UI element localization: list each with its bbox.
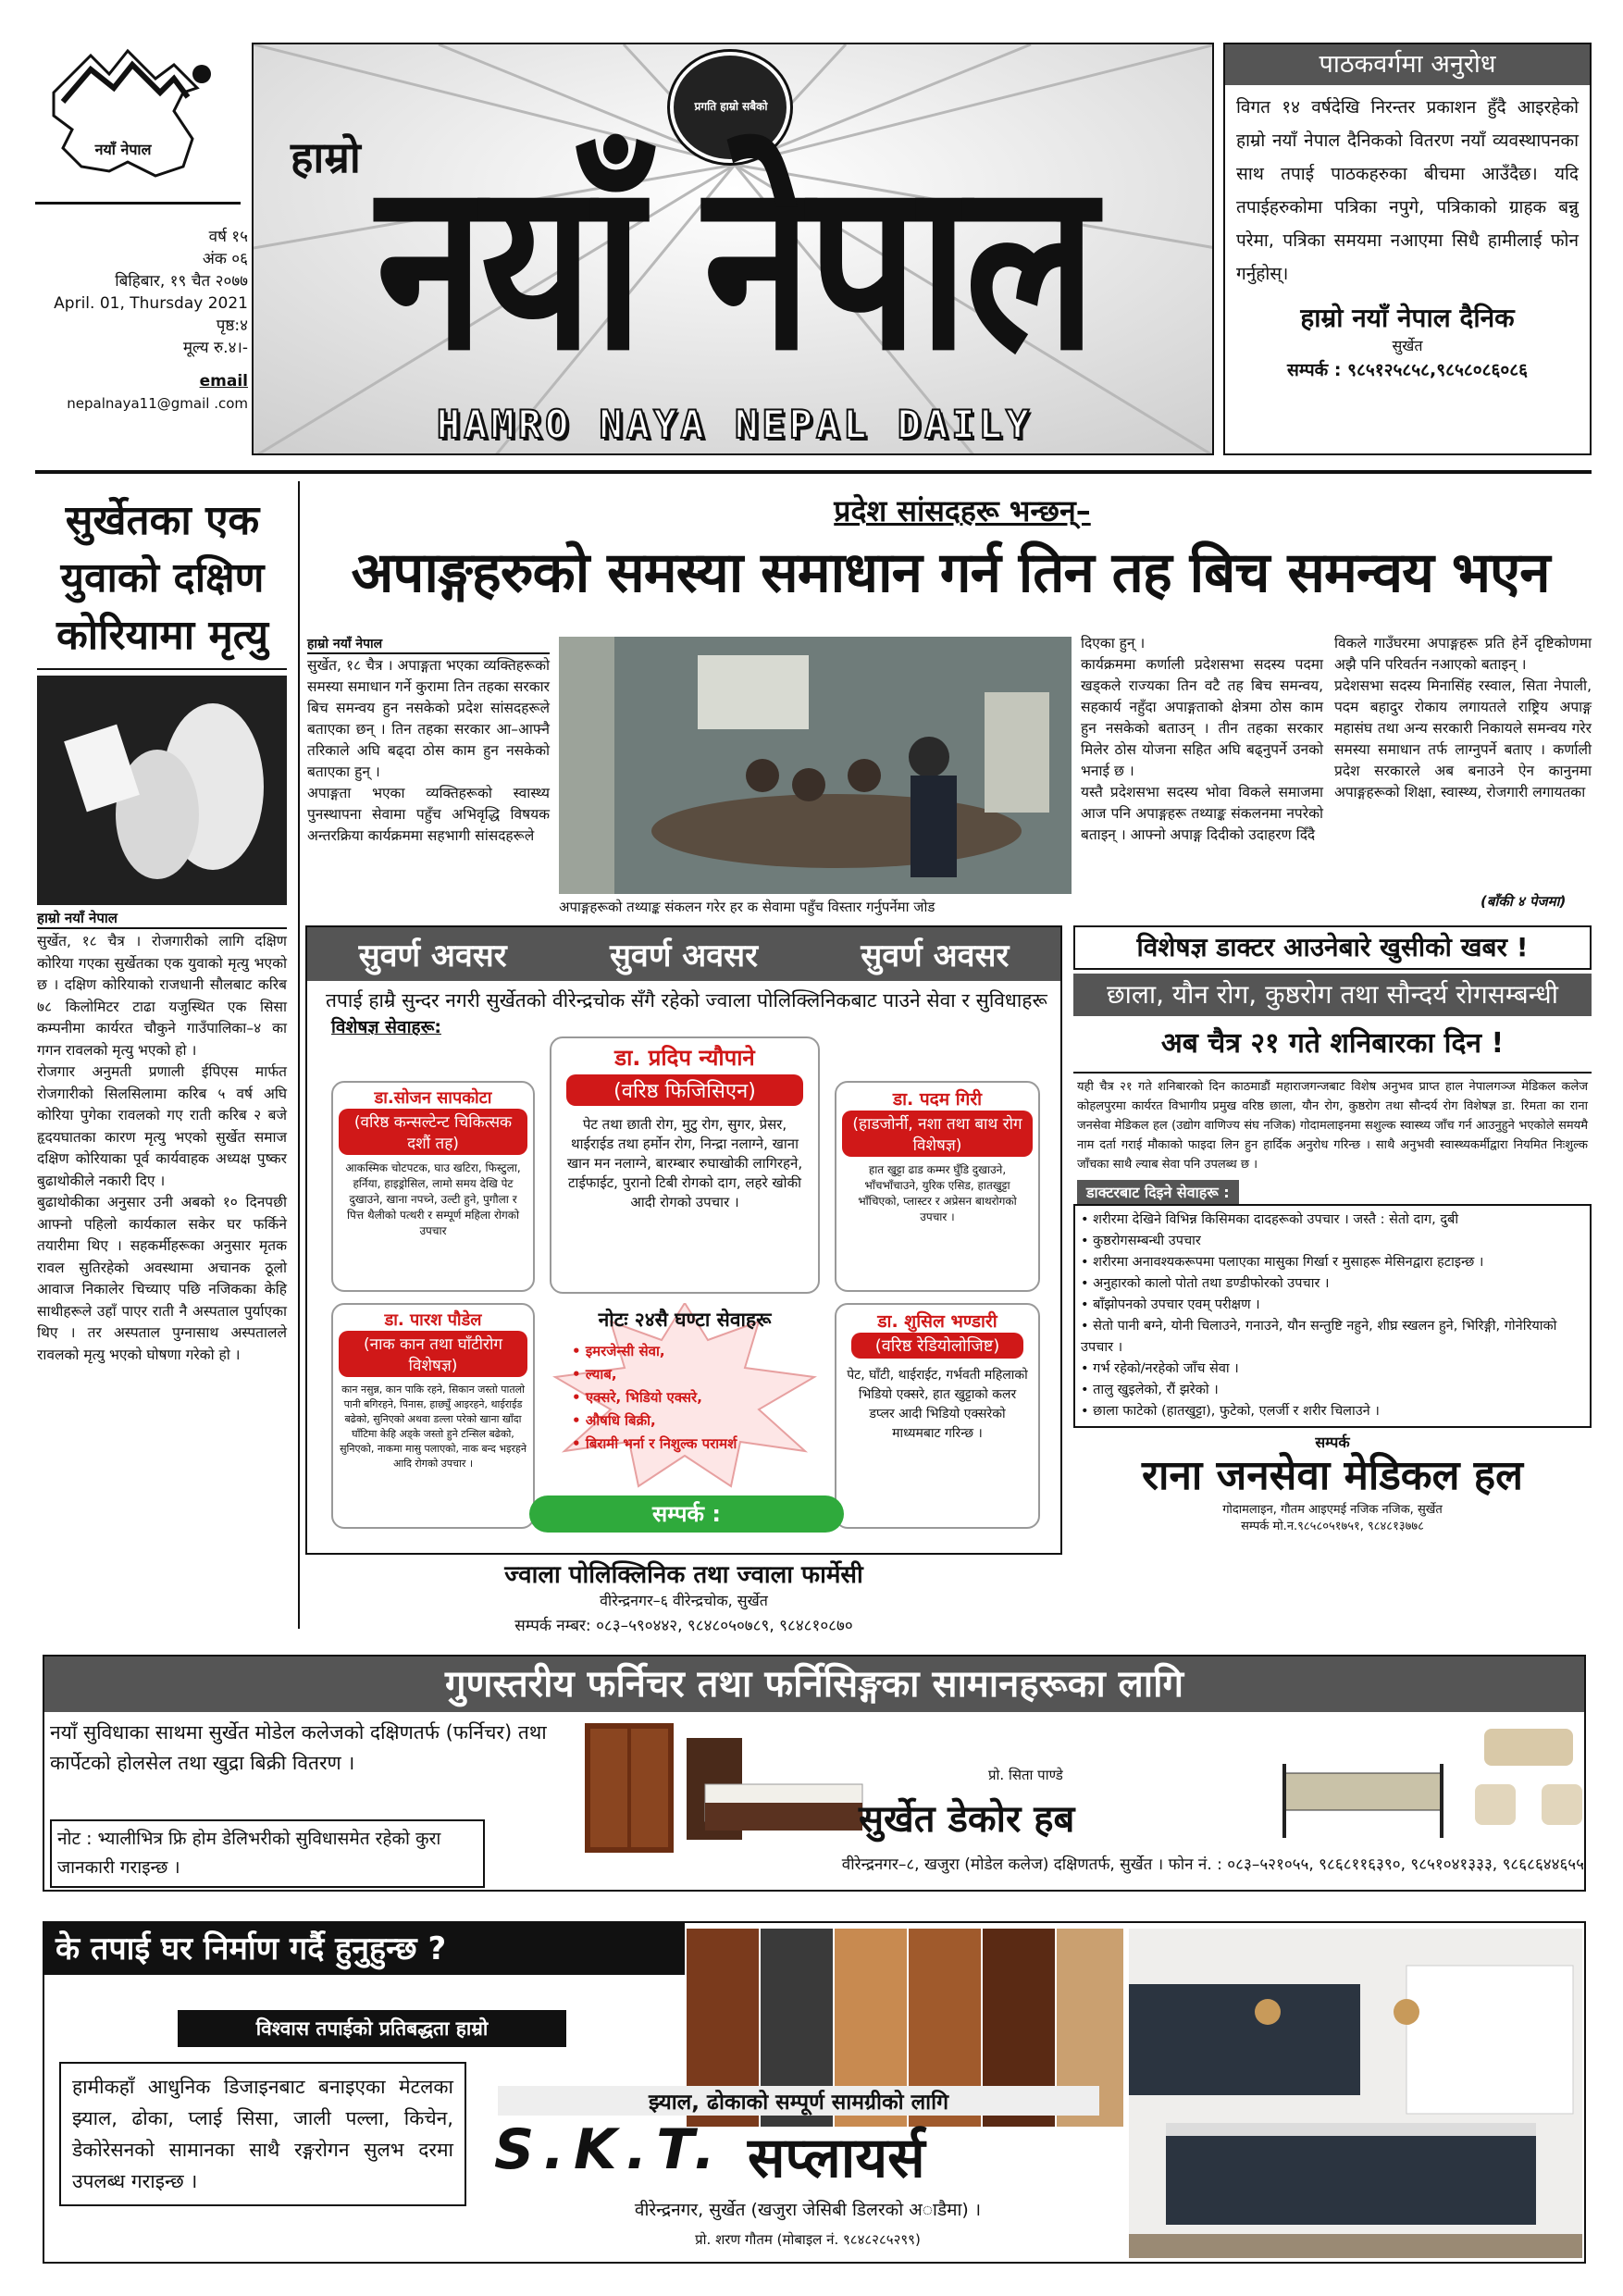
issue-year: वर्ष १५ bbox=[208, 228, 248, 246]
suvarna-contact-label: सम्पर्क : bbox=[529, 1496, 844, 1533]
doctor-card-3 bbox=[835, 1081, 1040, 1292]
issue-date-np: बिहिबार, १९ चैत २०७७ bbox=[115, 272, 248, 291]
masthead-prefix: हाम्रो bbox=[291, 132, 361, 182]
rana-service-5: • बाँझोपनको उपचार एवम् परीक्षण । bbox=[1081, 1297, 1260, 1312]
kitchen-image bbox=[1129, 1929, 1582, 2258]
doctor-name-4: डा. पारश पौडेल bbox=[384, 1310, 482, 1330]
suvarna-phone: सम्पर्क नम्बर: ०८३–५९०४४२, ९८४८०५०७८९, ९८४८१०८७० bbox=[514, 1617, 853, 1635]
furniture-name: सुर्खेत डेकोर हब bbox=[859, 1798, 1075, 1841]
furniture-address: वीरेन्द्रनगर–८, खजुरा (मोडेल कलेज) दक्षिणतर्फ, सुर्खेत । फोन नं. : ०८३–५२१०५५, ९८६८११६३९०, ९८५१०४१३३३, ९८६८६४४६५५ bbox=[841, 1855, 1584, 1874]
metal-bed-image bbox=[1266, 1736, 1451, 1838]
rana-contact-label: सम्पर्क bbox=[1315, 1433, 1350, 1451]
reader-notice-contact: सम्पर्क : ९८५१२५८५८,९८५८०८६०८६ bbox=[1286, 360, 1529, 380]
issue-date-en: April. 01, Thursday 2021 bbox=[54, 294, 248, 313]
furniture-prop: प्रो. सिता पाण्डे bbox=[988, 1767, 1063, 1783]
doctor-title-5: (वरिष्ठ रेडियोलोजिष्ट) bbox=[851, 1333, 1023, 1359]
skt-address: वीरेन्द्रनगर, सुर्खेत (खजुरा जेसिबी डिलरको अाडैमा) । bbox=[634, 2200, 982, 2220]
main-story-caption: अपाङ्गहरूको तथ्याङ्क संकलन गरेर हर क सेवामा पहुँच विस्तार गर्नुपर्नेमा जोड bbox=[559, 899, 935, 915]
left-story-rule bbox=[37, 668, 287, 670]
doctor-card-4 bbox=[331, 1303, 535, 1529]
column-divider-left bbox=[298, 481, 300, 1629]
doctor-desc-5: पेट, घाँटी, थाईराईट, गर्भवती महिलाको भिडियो एक्सरे, हात खुट्टाको कलर डप्लर आदी भिडियो एक्सरेको माध्यमबाट गरिन्छ । bbox=[847, 1368, 1028, 1441]
note-item-5: • बिरामी भर्ना र निशुल्क परामर्श bbox=[572, 1435, 737, 1452]
suvarna-ad bbox=[305, 925, 1062, 1555]
doctor-card-2 bbox=[550, 1036, 820, 1294]
doctor-card-5 bbox=[835, 1303, 1040, 1529]
email-address[interactable]: nepalnaya11@gmail .com bbox=[67, 395, 248, 412]
logo-map bbox=[35, 37, 239, 194]
skt-tagline: विश्वास तपाईको प्रतिबद्धता हाम्रो bbox=[178, 2010, 566, 2047]
suvarna-banner-1: सुवर्ण अवसर bbox=[358, 937, 507, 974]
furniture-body: नयाँ सुविधाका साथमा सुर्खेत मोडेल कलेजको दक्षिणतर्फ (फर्निचर) तथा कार्पेटको होलसेल तथा खुद्रा बिक्री वितरण । bbox=[50, 1721, 547, 1774]
skt-sub: झ्याल, ढोकाको सम्पूर्ण सामग्रीको लागि bbox=[498, 2086, 1099, 2116]
issue-price: मूल्य रु.४।- bbox=[182, 339, 248, 357]
note-item-4: • औषधि बिक्री, bbox=[572, 1412, 656, 1429]
suvarna-banner-3: सुवर्ण अवसर bbox=[861, 937, 1010, 974]
main-story-col2: दिएका हुन् । कार्यक्रममा कर्णाली प्रदेशसभा सदस्य पदमा खड्कले राज्यका तिन वटै तह बिच समन्वय, सहकार्य नहुँदा अपाङ्गताको क्षेत्रमा ठोस काम हुन नसकेको बताउन् । तीन तहका सरकार मिलेर ठोस योजना सहित अघि बढ्नुपर्ने उनको भनाई छ । यस्तै प्रदेशसभा सदस्य भोवा विकले समाजमा आज पनि अपाङ्गहरू तथ्याङ्क संकलनमा नपरेको बताइन् । आफ्नो अपाङ्ग दिदीको उदाहरण दिँदै bbox=[1081, 635, 1323, 843]
rana-name: राना जनसेवा मेडिकल हल bbox=[1142, 1452, 1523, 1499]
issue-info bbox=[35, 226, 248, 415]
rana-body: यही चैत्र २१ गते शनिबारको दिन काठमाडौं महाराजगन्जबाट विशेष अनुभव प्राप्त हाल नेपालगञ्ज मेडिकल कलेज कोहलपुरमा कार्यरत विभागीय प्रमुख वरिष्ठ छाला, यौन रोग, कुष्ठरोग तथा सौन्दर्य रोग विशेषज्ञ डा. रिमता का राना जनसेवा मेडिकल हल (उद्योग वाणिज्य संघ नजिक) गोदामलाइनमा सशुल्क स्वास्थ्य जाँच गर्न आउनुहुने भएकोले समयमै नाम दर्ता गराई मौकाको फाइदा लिन हुन हार्दिक अनुरोध गरिन्छ । साथै अनुभवी स्वास्थ्यकर्मीद्वारा नियमित निःशुल्क जाँचका साथै ल्याब सेवा पनि उपलब्ध छ । bbox=[1077, 1080, 1588, 1172]
doctor-name-2: डा. प्रदिप न्यौपाने bbox=[614, 1045, 755, 1071]
suvarna-address: वीरेन्द्रनगर–६ वीरेन्द्रचोक, सुर्खेत bbox=[600, 1592, 768, 1609]
note-item-3: • एक्सरे, भिडियो एक्सरे, bbox=[572, 1389, 702, 1406]
wardrobe-image bbox=[585, 1723, 674, 1853]
rana-services-label: डाक्टरबाट दिइने सेवाहरू : bbox=[1077, 1180, 1239, 1204]
main-story-kicker: प्रदेश सांसदहरू भन्छन्– bbox=[834, 493, 1091, 528]
rana-service-2: • कुष्ठरोगसम्बन्धी उपचार bbox=[1081, 1234, 1201, 1248]
suvarna-intro: तपाई हाम्रै सुन्दर नगरी सुर्खेतको वीरेन्द्रचोक सँगै रहेको ज्वाला पोलिक्लिनिकबाट पाउने सेवा र सुविधाहरू bbox=[326, 989, 1047, 1011]
doctor-title-2: (वरिष्ठ फिजिसिएन) bbox=[566, 1074, 803, 1106]
doctor-desc-2: पेट तथा छाती रोग, मुटु रोग, सुगर, प्रेसर, थाईराईड तथा हर्मोन रोग, निन्द्रा नलाग्ने, खाना खान मन नलाग्ने, बारम्बार रुघाखोकी लागिरहने, टाईफाईट, पुरानो टिबी रोगको दाग, लहरे खोकी आदी रोगको उपचार । bbox=[566, 1116, 803, 1210]
masthead-rule-bottom bbox=[35, 470, 1592, 474]
rana-phone: सम्पर्क मो.न.९८५८०५१७५१, ९८४८१३७७८ bbox=[1241, 1520, 1424, 1533]
doctor-title-3: (हाडजोर्नी, नशा तथा बाथ रोग विशेषज्ञ) bbox=[842, 1111, 1033, 1157]
main-story-col1: सुर्खेत, १८ चैत्र । अपाङ्गता भएका व्यक्तिहरूको समस्या समाधान गर्ने कुरामा तिन तहका सरकार बिच समन्वय हुन नसकेको प्रदेश सांसदहरूले बताएका छन् । तिन तहका सरकार आ–आफ्नै तरिकाले अघि बढ्दा ठोस काम हुन नसकेको बताएका हुन् । अपाङ्गता भएका व्यक्तिहरूको स्वास्थ्य पुनस्थापना सेवामा पहुँच अभिवृद्धि विषयक अन्तरक्रिया कार्यक्रममा सहभागी सांसदहरूले bbox=[307, 657, 550, 844]
skt-question: के तपाई घर निर्माण गर्दै हुनुहुन्छ ? bbox=[44, 1923, 685, 1975]
masthead-box bbox=[252, 43, 1214, 455]
masthead-title: नयाँ नेपाल bbox=[376, 130, 1094, 403]
rana-subhead: छाला, यौन रोग, कुष्ठरोग तथा सौन्दर्य रोगसम्बन्धी bbox=[1073, 974, 1592, 1016]
doctor-name-1: डा.सोजन सापकोटा bbox=[374, 1088, 492, 1108]
note-item-2: • ल्याब, bbox=[572, 1366, 617, 1383]
rana-address: गोदामलाइन, गौतम आइएमई नजिक नजिक, सुर्खेत bbox=[1222, 1503, 1443, 1517]
reader-notice-title: पाठकवर्गमा अनुरोध bbox=[1225, 44, 1590, 85]
doctor-desc-1: आकस्मिक चोटपटक, घाउ खटिरा, फिस्टुला, हर्निया, हाइड्रोसिल, लामो समय देखि पेट दुखाउने, खाना नपच्ने, उल्टी हुने, पुगौला र पित्त थैलीको पत्थरी र सम्पूर्ण महिला रोगको उपचार bbox=[345, 1161, 521, 1237]
logo-map-text: नयाँ नेपाल bbox=[94, 141, 152, 158]
suvarna-banner-2: सुवर्ण अवसर bbox=[609, 937, 759, 974]
doctor-card-1 bbox=[331, 1081, 535, 1292]
note-title: नोटः २४सै घण्टा सेवाहरू bbox=[598, 1309, 772, 1331]
reader-notice-body: विगत १४ वर्षदेखि निरन्तर प्रकाशन हुँदै आइरहेको हाम्रो नयाँ नेपाल दैनिकको वितरण नयाँ व्यवस्थापनका साथ तपाई पाठकहरुका बीचमा आउँदैछ। यदि तपाईहरुकोमा पत्रिका नपुगे, पत्रिकाको ग्राहक बन्नु परेमा, पत्रिका समयमा नआएमा सिधै हामीलाई फोन गर्नुहोस्। bbox=[1236, 97, 1579, 284]
reader-notice-paper: हाम्रो नयाँ नेपाल दैनिक bbox=[1300, 303, 1515, 333]
skt-ad bbox=[43, 1921, 1586, 2264]
bed-image bbox=[687, 1738, 872, 1840]
rana-service-1: • शरीरमा देखिने विभिन्न किसिमका दादहरूको उपचार । जस्तै : सेतो दाग, दुबी bbox=[1081, 1212, 1459, 1227]
main-story-col3: विकले गाउँघरमा अपाङ्गहरू प्रति हेर्ने दृष्टिकोणमा अझै पनि परिवर्तन नआएको बताइन् । प्रदेशसभा सदस्य मिनासिंह रस्वाल, सिता नेपाली, पदम बहादुर रोकाय लगायतले राष्ट्रिय अपाङ्ग महासंघ तथा अन्य सरकारी निकायले समन्वय गरेर समस्या समाधान तर्फ लाग्नुपर्ने बताए । कर्णाली प्रदेश सरकारले अब बनाउने ऐन कानुनमा अपाङ्गहरूको शिक्षा, स्वास्थ्य, रोजगारी लगायतका bbox=[1334, 635, 1592, 800]
doctor-name-5: डा. शुसिल भण्डारी bbox=[877, 1311, 997, 1332]
doctor-desc-4: कान नसुन्न, कान पाकि रहने, सिकान जस्तो पातलो पानी बगिरहने, पिनास, हाछ्युँ आइरहने, थाईराईड बढेको, सुनिएको अथवा डल्ला परेको खाना खाँदा घाँटिमा केहि अड्के जस्तो हुने टन्सिल बढेको, सुनिएको, नाकमा मासु पलाएको, नाक बन्द भइरहने आदि रोगको उपचार । bbox=[340, 1384, 527, 1470]
rana-service-8: • तालु खुइलेको, रौं झरेको । bbox=[1081, 1383, 1219, 1397]
doctor-title-4: (नाक कान तथा घाँटीरोग विशेषज्ञ) bbox=[339, 1331, 527, 1377]
email-label: email bbox=[199, 372, 248, 391]
note-box bbox=[546, 1303, 824, 1488]
rana-date-line: अब चैत्र २१ गते शनिबारका दिन ! bbox=[1073, 1016, 1592, 1074]
issue-number: अंक ०६ bbox=[202, 250, 248, 268]
doctor-title-1: (वरिष्ठ कन्सल्टेन्ट चिकित्सक दशौं तह) bbox=[339, 1109, 527, 1155]
rana-headline: विशेषज्ञ डाक्टर आउनेबारे खुसीको खबर ! bbox=[1073, 925, 1592, 970]
rana-service-3: • शरीरमा अनावश्यकरूपमा पलाएका मासुका गिर्खा र मुसाहरू मेसिनद्वारा हटाइन्छ । bbox=[1081, 1255, 1484, 1270]
left-story-body: सुर्खेत, १८ चैत्र । रोजगारीको लागि दक्षिण कोरिया गएका सुर्खेतका एक युवाको मृत्यु भएको छ । दक्षिण कोरियाको राजधानी सौलबाट करिब ७८ किलोमिटर टाढा यजुस्थित एक सिसा कम्पनीमा कार्यरत चौकुने गाउँपालिका–४ का गगन रावलको मृत्यु भएको हो । रोजगार अनुमती प्रणाली ईपिएस मार्फत रोजगारीको सिलसिलामा करिब ५ वर्ष अघि कोरिया पुगेका रावलको गए राती करिब २ बजे हृदयघातका कारण मृत्यु भएको सुर्खेत समाज दक्षिण कोरियाका पूर्व कार्यवाहक अध्यक्ष पुष्कर बुढाथोकीले नकारी दिए । बुढाथोकीका अनुसार उनी अबको १० दिनपछी आफ्नो पहिलो कार्यकाल सकेर घर फर्किने तयारीमा थिए । सहकर्मीहरूका अनुसार मृतक रावल सुतिरहेको अवस्थामा अचानक ठूलो आवाज निकालेर चिच्याए पछि नजिकका केहि साथीहरूले उहाँ पाएर राती नै अस्पताल पुर्याएका थिए । तर अस्पताल पुग्नासाथ अस्पतालले रावलको मृत्यु भएको घोषणा गरेको हो । bbox=[37, 933, 287, 1363]
rana-service-9: • छाला फाटेको (हातखुट्टा), फुटेको, एलर्जी र शरीर चिलाउने । bbox=[1081, 1404, 1380, 1419]
left-story-headline: सुर्खेतका एक युवाको दक्षिण कोरियामा मृत्यु bbox=[56, 497, 269, 659]
left-story-byline: हाम्रो नयाँ नेपाल bbox=[37, 909, 287, 929]
main-story-continued: (बाँकी ४ पेजमा) bbox=[1481, 893, 1567, 910]
furniture-title: गुणस्तरीय फर्निचर तथा फर्निसिङ्गका सामानहरूका लागि bbox=[44, 1657, 1584, 1712]
left-story-photo bbox=[37, 676, 287, 905]
main-story-byline: हाम्रो नयाँ नेपाल bbox=[307, 635, 550, 654]
rana-ad bbox=[1073, 925, 1592, 1647]
masthead-subtitle: HAMRO NAYA NEPAL DAILY bbox=[436, 402, 1034, 447]
rana-service-7: • गर्भ रहेको/नरहेको जाँच सेवा । bbox=[1081, 1361, 1239, 1376]
skt-name-np: सप्लायर्स bbox=[748, 2126, 925, 2191]
skt-prop: प्रो. शरण गौतम (मोबाइल नं. ९८४८२८५२९९) bbox=[695, 2231, 921, 2248]
rana-service-6: • सेतो पानी बग्ने, योनी चिलाउने, गनाउने, यौन सन्तुष्टि नहुने, शीघ्र स्खलन हुने, भिरिङ्गी, गोनेरियाको उपचार । bbox=[1081, 1319, 1557, 1355]
rana-service-4: • अनुहारको कालो पोतो तथा डण्डीफोरको उपचार । bbox=[1081, 1276, 1330, 1291]
note-list bbox=[572, 1340, 812, 1456]
reader-notice bbox=[1223, 43, 1592, 455]
suvarna-org: ज्वाला पोलिक्लिनिक तथा ज्वाला फार्मेसी bbox=[504, 1561, 863, 1589]
skt-body: हामीकहाँ आधुनिक डिजाइनबाट बनाइएका मेटलका झ्याल, ढोका, प्लाई सिसा, जाली पल्ला, किचेन, डेकोरेसनको सामानका साथै रङ्गरोगन सुलभ दरमा उपलब्ध गराइन्छ । bbox=[59, 2062, 466, 2206]
rana-services-list bbox=[1073, 1204, 1592, 1428]
skt-name-latin: S.K.T. bbox=[494, 2117, 725, 2182]
masthead-rule-left bbox=[35, 202, 241, 205]
note-item-1: • इमरजेन्सी सेवा, bbox=[572, 1343, 665, 1359]
suvarna-banner bbox=[307, 927, 1060, 981]
issue-pages: पृष्ठ:४ bbox=[216, 316, 248, 335]
seal-text: प्रगति हाम्रो सबैको bbox=[694, 100, 768, 113]
reader-notice-place: सुर्खेत bbox=[1392, 337, 1423, 354]
sofa-set-image bbox=[1475, 1723, 1582, 1843]
doctor-desc-3: हात खुट्टा ढाड कम्मर घुँडि दुखाउने, भाँचभाँचाउने, युरिक एसिड, हातखुट्टा भाँचिएको, प्लास्टर र अप्रेसन बाथरोगको उपचार । bbox=[858, 1163, 1017, 1223]
main-story-headline: अपाङ्गहरुको समस्या समाधान गर्न तिन तह बिच समन्वय भएन bbox=[351, 540, 1550, 605]
main-story-photo bbox=[559, 637, 1072, 894]
doctor-name-3: डा. पदम गिरी bbox=[892, 1089, 983, 1110]
furniture-note: नोट : भ्यालीभित्र फ्रि होम डेलिभरीको सुविधासमेत रहेको कुरा जानकारी गराइन्छ । bbox=[50, 1819, 485, 1888]
suvarna-specialists-label: विशेषज्ञ सेवाहरू: bbox=[331, 1017, 441, 1037]
